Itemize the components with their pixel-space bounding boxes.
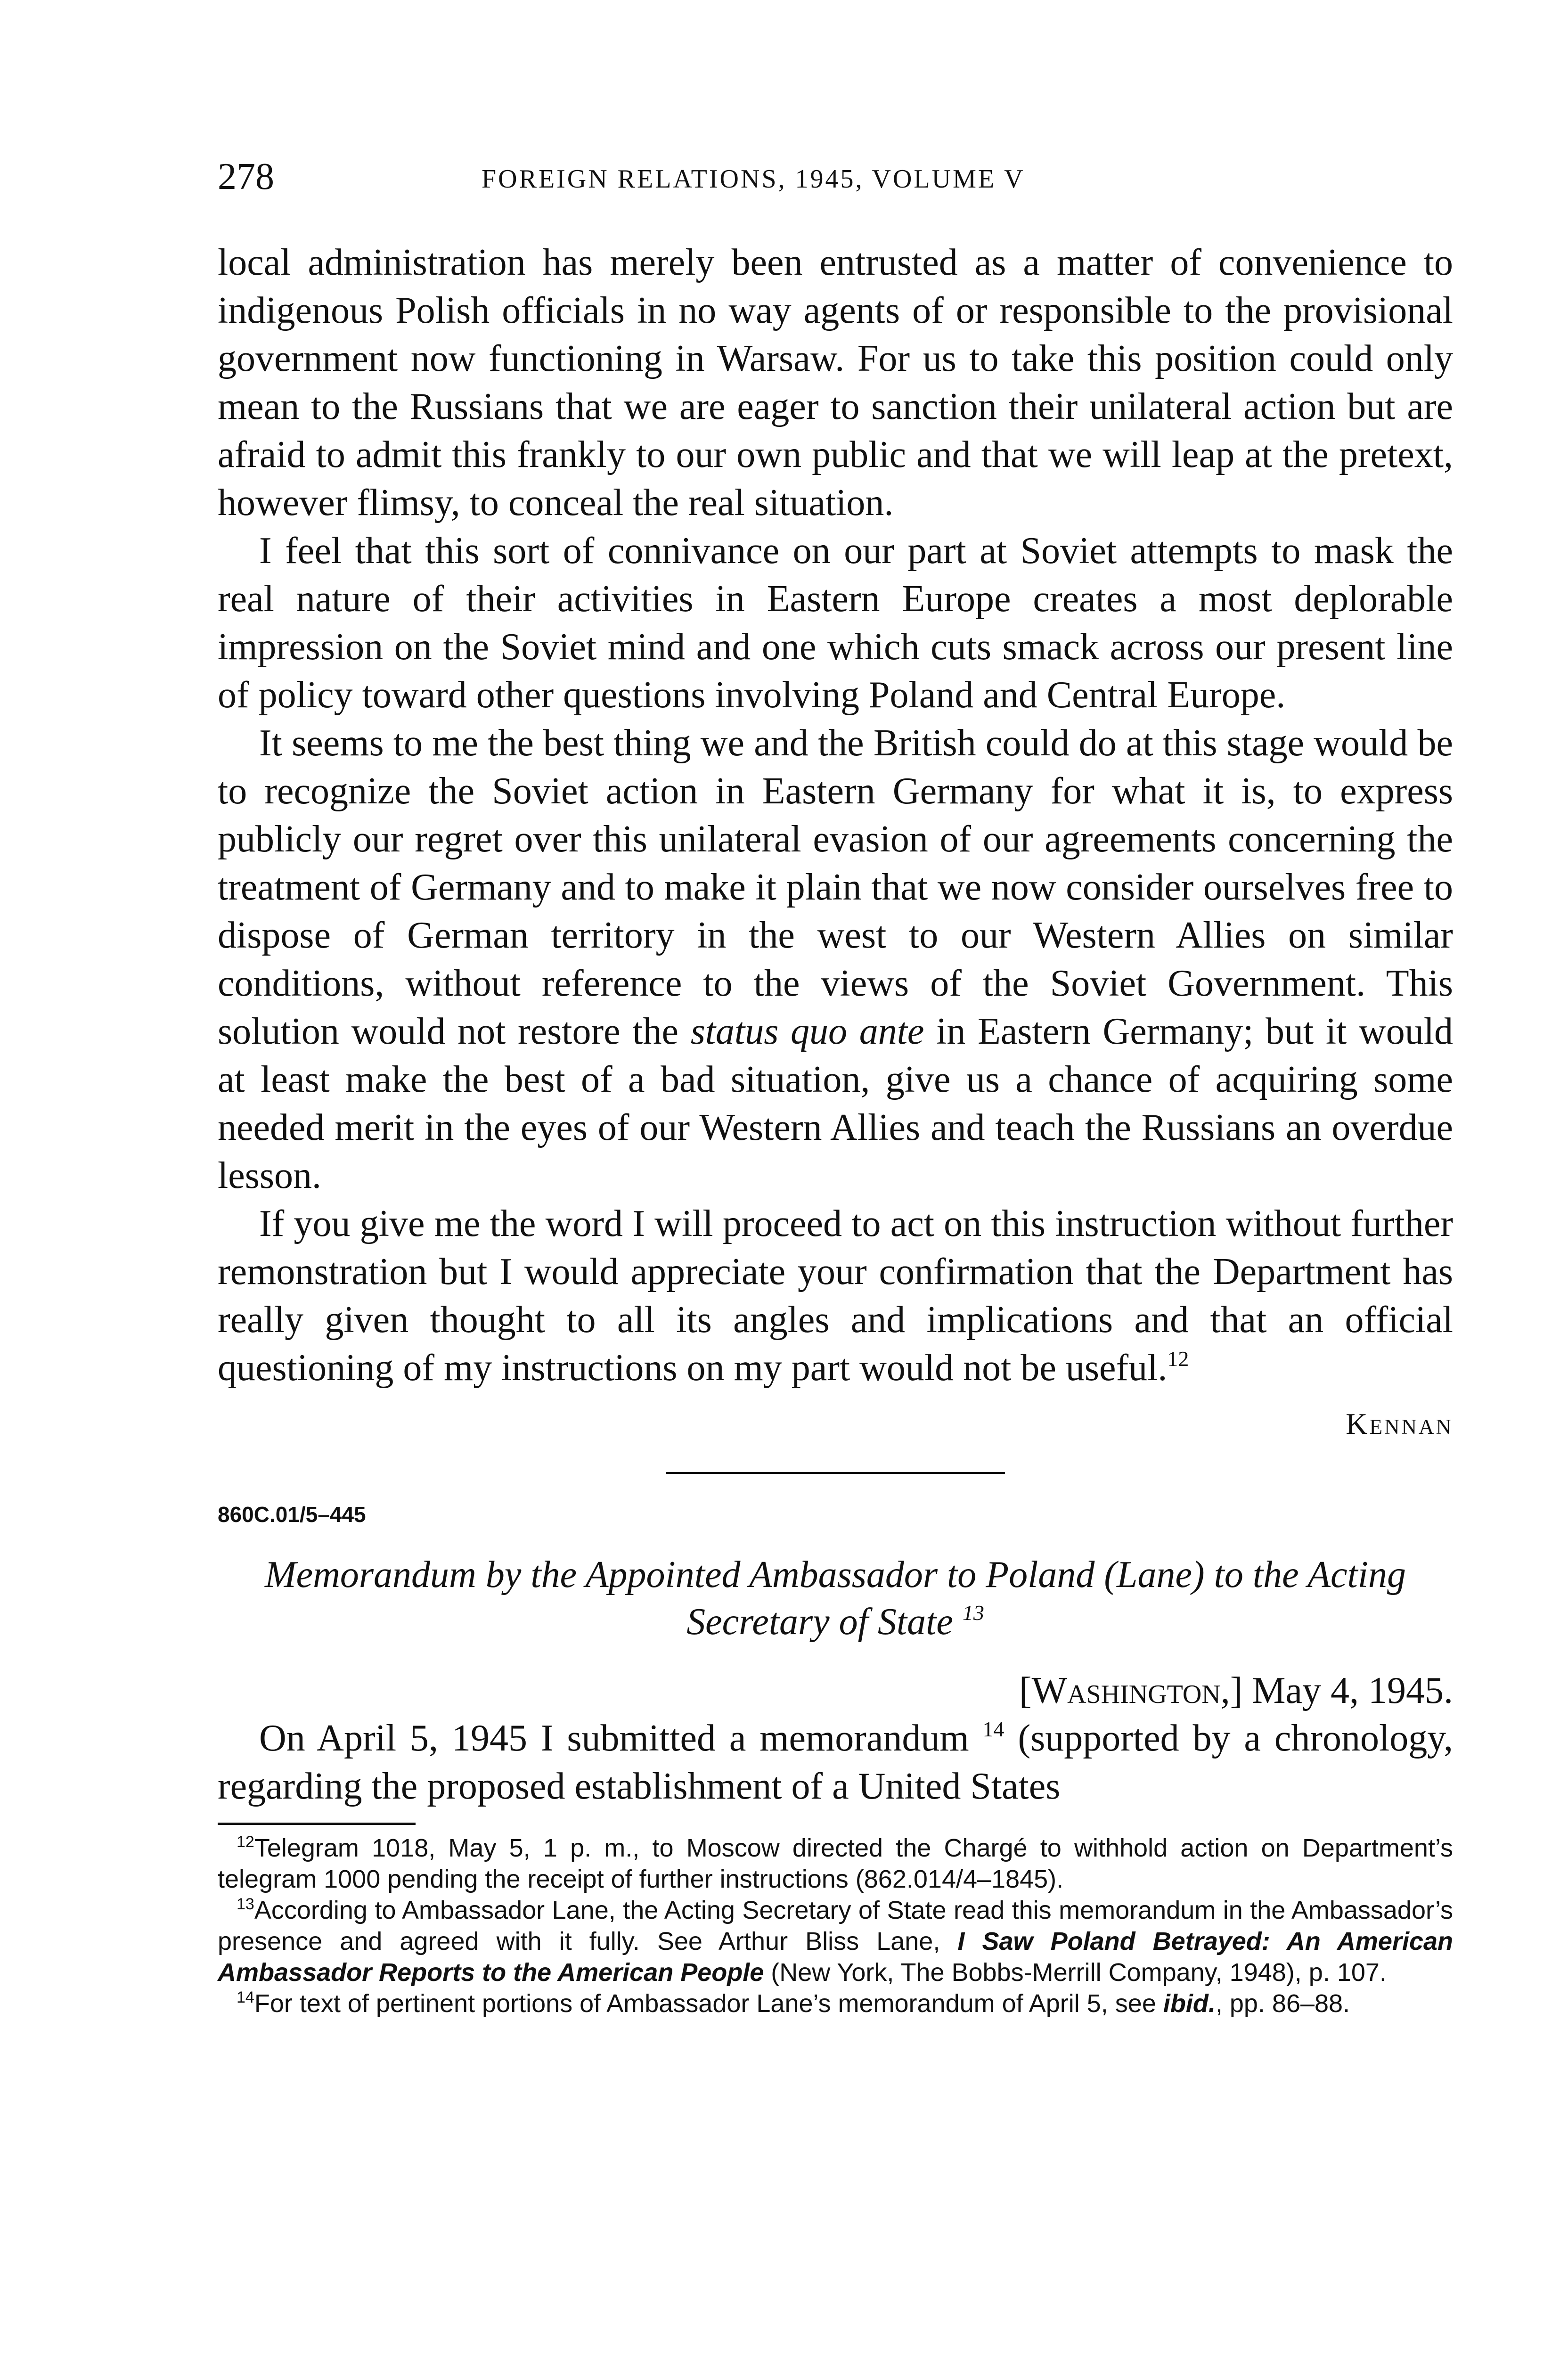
paragraph: local administration has merely been entrusted as a matter of convenience to indigenous Polish officials in no way agents of or responsible to the provisional government now functioning in Warsaw. For us to take this position could only mean to the Russians that we are eager to sanction their unilateral action but are afraid to admit this frankly to our own public and that we will leap at the pretext, however flimsy, to conceal the real situation. (218, 242, 1453, 524)
file-number: 860C.01/5–445 (218, 1502, 366, 1527)
footnote (218, 1988, 1453, 2019)
footnote-text: For text of pertinent portions of Ambassador Lane’s memorandum of April 5, see (254, 1989, 1163, 2018)
document-body (218, 238, 1453, 2019)
footnote-number: 12 (237, 1833, 254, 1851)
paragraph-text: If you give me the word I will proceed to act on this instruction without further remonstration but I would appreciate your confirmation that the Department has really given thought to all its angles and implications and that an official questioning of my instructions on my part would not be useful. (218, 1203, 1453, 1389)
footnote-number: 14 (237, 1988, 254, 2006)
footnote-reference: 14 (982, 1717, 1004, 1741)
footnote-number: 13 (237, 1895, 254, 1913)
book-title: I Saw Poland Betrayed: An American Ambassador Reports to the American People (218, 1927, 1454, 1987)
paragraph (218, 1714, 1453, 1810)
latin-phrase: status quo ante (690, 1011, 924, 1052)
footnote-divider (218, 1823, 416, 1825)
footnote-reference: 13 (962, 1601, 984, 1625)
footnote-text: (New York, The Bobbs-Merrill Company, 1948), p. 107. (764, 1958, 1387, 1987)
footnote-text: According to Ambassador Lane, the Acting Secretary of State read this memorandum in the Ambassador’s presence and agreed with it fully. See Arthur Bliss Lane, (218, 1896, 1453, 1955)
paragraph: I feel that this sort of connivance on our part at Soviet attempts to mask the real nature of their activities in Eastern Europe creates a most deplorable impression on the Soviet mind and one which cuts smack across our present line of policy toward other questions involving Poland and Central Europe. (218, 530, 1453, 716)
running-title: FOREIGN RELATIONS, 1945, VOLUME V (482, 164, 1025, 194)
footnote-reference: 12 (1167, 1347, 1189, 1371)
footnote-text: , pp. 86–88. (1215, 1989, 1350, 2018)
running-head (218, 155, 1453, 198)
footnote (218, 1832, 1453, 1895)
paragraph (218, 719, 1453, 1200)
paragraph-text: It seems to me the best thing we and the British could do at this stage would be to recognize the Soviet action in Eastern Germany for what it is, to express publicly our regret over this unilateral evasion of our agreements concerning the treatment of Germany and to make it plain that we now consider ourselves free to dispose of German territory in the west to our Western Allies on similar conditions, without reference to the views of the Soviet Government. This solution would not restore the (218, 722, 1453, 1052)
paragraph-text: in Eastern Germany; but it would at least make the best of a bad situation, give us a chance of acquiring some needed merit in the eyes of our Western Allies and teach the Russians an overdue lesson. (218, 1011, 1454, 1196)
paragraph-text: (supported by a chronology, regarding the proposed establishment of a United States (218, 1718, 1454, 1807)
dateline-date: May 4, 1945. (1242, 1670, 1453, 1711)
section-divider (666, 1472, 1005, 1474)
paragraph-text: On April 5, 1945 I submitted a memorandum (259, 1718, 969, 1759)
page-number: 278 (218, 156, 274, 197)
footnote (218, 1895, 1453, 1988)
footnotes (218, 1832, 1453, 2019)
signature: Kennan (1346, 1407, 1453, 1440)
ibid-reference: ibid. (1163, 1989, 1216, 2018)
document-title (218, 1551, 1453, 1645)
dateline-place: [Washington,] (1019, 1670, 1243, 1711)
paragraph (218, 1200, 1453, 1392)
footnote-text: Telegram 1018, May 5, 1 p. m., to Moscow directed the Chargé to withhold action on Department’s telegram 1000 pending the receipt of further instructions (862.014/4–1845). (218, 1834, 1453, 1893)
document-title-text: Memorandum by the Appointed Ambassador to Poland (Lane) to the Acting Secretary of State (265, 1554, 1406, 1643)
dateline (218, 1667, 1453, 1714)
